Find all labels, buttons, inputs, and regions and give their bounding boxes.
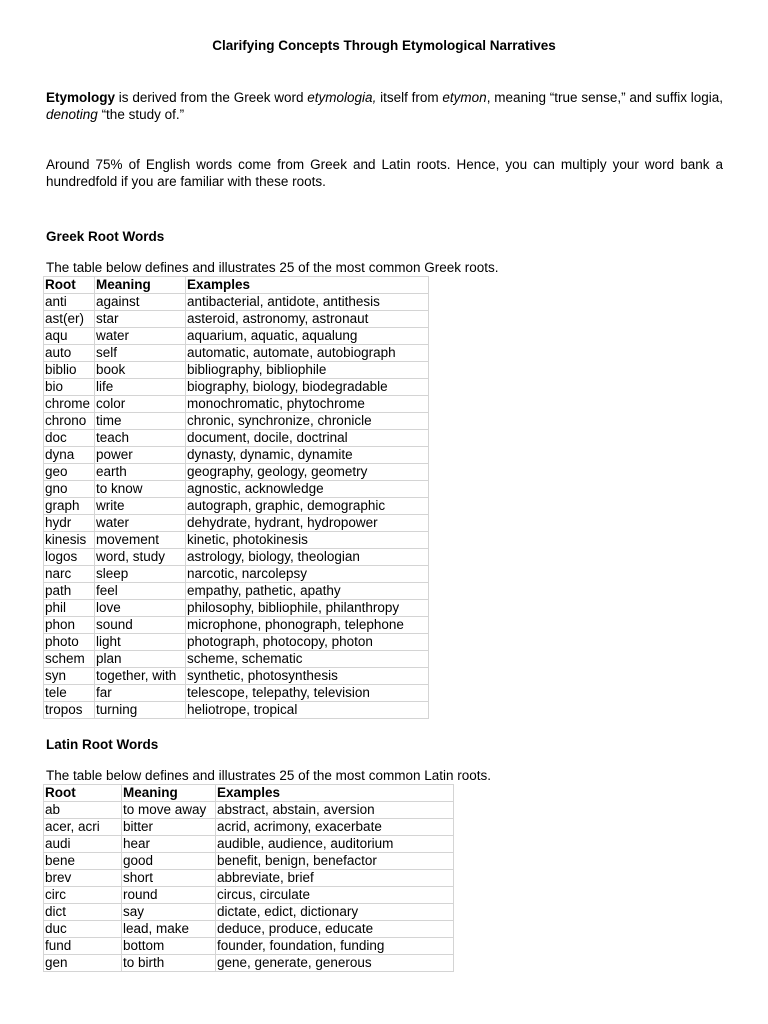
examples-cell: agnostic, acknowledge — [186, 481, 429, 498]
examples-cell: deduce, produce, educate — [216, 921, 454, 938]
root-cell: gen — [44, 955, 122, 972]
meaning-cell: earth — [95, 464, 186, 481]
examples-cell: autograph, graphic, demographic — [186, 498, 429, 515]
meaning-cell: write — [95, 498, 186, 515]
root-cell: syn — [44, 668, 95, 685]
examples-cell: dictate, edict, dictionary — [216, 904, 454, 921]
meaning-cell: color — [95, 396, 186, 413]
root-cell: bene — [44, 853, 122, 870]
roots-statistic-paragraph: Around 75% of English words come from Greek and Latin roots. Hence, you can multiply your word bank a hundredfold if you are familiar with these roots. — [46, 157, 723, 189]
table-row — [44, 617, 429, 634]
meaning-cell: self — [95, 345, 186, 362]
meaning-cell: to birth — [122, 955, 216, 972]
examples-cell: benefit, benign, benefactor — [216, 853, 454, 870]
root-cell: geo — [44, 464, 95, 481]
meaning-cell: time — [95, 413, 186, 430]
table-row — [44, 532, 429, 549]
root-cell: gno — [44, 481, 95, 498]
examples-cell: aquarium, aquatic, aqualung — [186, 328, 429, 345]
meaning-cell: love — [95, 600, 186, 617]
root-cell: narc — [44, 566, 95, 583]
table-row — [44, 362, 429, 379]
examples-cell: founder, foundation, funding — [216, 938, 454, 955]
root-cell: ast(er) — [44, 311, 95, 328]
root-cell: dyna — [44, 447, 95, 464]
table-row — [44, 887, 454, 904]
root-cell: biblio — [44, 362, 95, 379]
root-cell: phil — [44, 600, 95, 617]
root-cell: doc — [44, 430, 95, 447]
examples-cell: empathy, pathetic, apathy — [186, 583, 429, 600]
examples-cell: abbreviate, brief — [216, 870, 454, 887]
table-row — [44, 481, 429, 498]
root-cell: graph — [44, 498, 95, 515]
column-header-meaning: Meaning — [122, 785, 216, 802]
meaning-cell: lead, make — [122, 921, 216, 938]
table-row — [44, 634, 429, 651]
table-row — [44, 549, 429, 566]
root-cell: kinesis — [44, 532, 95, 549]
table-row — [44, 668, 429, 685]
examples-cell: audible, audience, auditorium — [216, 836, 454, 853]
examples-cell: acrid, acrimony, exacerbate — [216, 819, 454, 836]
meaning-cell: word, study — [95, 549, 186, 566]
term-etymology: Etymology — [46, 90, 116, 105]
table-row — [44, 651, 429, 668]
meaning-cell: bottom — [122, 938, 216, 955]
root-cell: chrono — [44, 413, 95, 430]
root-cell: dict — [44, 904, 122, 921]
table-row — [44, 836, 454, 853]
root-cell: audi — [44, 836, 122, 853]
examples-cell: dynasty, dynamic, dynamite — [186, 447, 429, 464]
examples-cell: circus, circulate — [216, 887, 454, 904]
root-cell: brev — [44, 870, 122, 887]
table-row — [44, 702, 429, 719]
table-row — [44, 379, 429, 396]
examples-cell: gene, generate, generous — [216, 955, 454, 972]
meaning-cell: far — [95, 685, 186, 702]
document-title: Clarifying Concepts Through Etymological Narratives — [212, 38, 556, 53]
table-row — [44, 583, 429, 600]
examples-cell: document, docile, doctrinal — [186, 430, 429, 447]
root-cell: fund — [44, 938, 122, 955]
root-cell: logos — [44, 549, 95, 566]
meaning-cell: hear — [122, 836, 216, 853]
root-cell: path — [44, 583, 95, 600]
table-header-row — [44, 277, 429, 294]
table-row — [44, 685, 429, 702]
meaning-cell: feel — [95, 583, 186, 600]
meaning-cell: water — [95, 328, 186, 345]
meaning-cell: movement — [95, 532, 186, 549]
examples-cell: narcotic, narcolepsy — [186, 566, 429, 583]
root-cell: bio — [44, 379, 95, 396]
examples-cell: asteroid, astronomy, astronaut — [186, 311, 429, 328]
table-row — [44, 600, 429, 617]
column-header-root: Root — [44, 277, 95, 294]
table-row — [44, 853, 454, 870]
examples-cell: monochromatic, phytochrome — [186, 396, 429, 413]
table-row — [44, 396, 429, 413]
meaning-cell: to move away — [122, 802, 216, 819]
root-cell: circ — [44, 887, 122, 904]
examples-cell: photograph, photocopy, photon — [186, 634, 429, 651]
examples-cell: dehydrate, hydrant, hydropower — [186, 515, 429, 532]
meaning-cell: bitter — [122, 819, 216, 836]
latin-table-caption: The table below defines and illustrates 25 of the most common Latin roots. — [46, 768, 491, 783]
examples-cell: microphone, phonograph, telephone — [186, 617, 429, 634]
table-row — [44, 904, 454, 921]
table-row — [44, 819, 454, 836]
table-row — [44, 430, 429, 447]
root-cell: schem — [44, 651, 95, 668]
table-header-row — [44, 785, 454, 802]
meaning-cell: light — [95, 634, 186, 651]
examples-cell: chronic, synchronize, chronicle — [186, 413, 429, 430]
meaning-cell: sound — [95, 617, 186, 634]
table-row — [44, 802, 454, 819]
latin-roots-table — [43, 784, 454, 972]
examples-cell: heliotrope, tropical — [186, 702, 429, 719]
meaning-cell: plan — [95, 651, 186, 668]
root-cell: anti — [44, 294, 95, 311]
meaning-cell: against — [95, 294, 186, 311]
root-cell: photo — [44, 634, 95, 651]
examples-cell: biography, biology, biodegradable — [186, 379, 429, 396]
table-row — [44, 447, 429, 464]
meaning-cell: book — [95, 362, 186, 379]
root-cell: hydr — [44, 515, 95, 532]
meaning-cell: water — [95, 515, 186, 532]
latin-section-heading: Latin Root Words — [46, 737, 159, 752]
table-row — [44, 311, 429, 328]
examples-cell: kinetic, photokinesis — [186, 532, 429, 549]
table-row — [44, 955, 454, 972]
table-row — [44, 870, 454, 887]
column-header-examples: Examples — [186, 277, 429, 294]
meaning-cell: together, with — [95, 668, 186, 685]
greek-roots-table — [43, 276, 429, 719]
examples-cell: automatic, automate, autobiograph — [186, 345, 429, 362]
examples-cell: bibliography, bibliophile — [186, 362, 429, 379]
examples-cell: antibacterial, antidote, antithesis — [186, 294, 429, 311]
meaning-cell: life — [95, 379, 186, 396]
examples-cell: philosophy, bibliophile, philanthropy — [186, 600, 429, 617]
etymology-definition: Etymology is derived from the Greek word etymologia, itself from etymon, meaning “true sense,” and suffix logia, denoting “the study of.” — [46, 90, 723, 122]
meaning-cell: say — [122, 904, 216, 921]
examples-cell: synthetic, photosynthesis — [186, 668, 429, 685]
meaning-cell: short — [122, 870, 216, 887]
root-cell: duc — [44, 921, 122, 938]
root-cell: aqu — [44, 328, 95, 345]
root-cell: chrome — [44, 396, 95, 413]
examples-cell: geography, geology, geometry — [186, 464, 429, 481]
meaning-cell: good — [122, 853, 216, 870]
meaning-cell: star — [95, 311, 186, 328]
column-header-examples: Examples — [216, 785, 454, 802]
examples-cell: scheme, schematic — [186, 651, 429, 668]
table-row — [44, 515, 429, 532]
table-row — [44, 413, 429, 430]
column-header-meaning: Meaning — [95, 277, 186, 294]
root-cell: tele — [44, 685, 95, 702]
greek-section-heading: Greek Root Words — [46, 229, 165, 244]
meaning-cell: turning — [95, 702, 186, 719]
table-row — [44, 464, 429, 481]
table-row — [44, 566, 429, 583]
root-cell: auto — [44, 345, 95, 362]
examples-cell: astrology, biology, theologian — [186, 549, 429, 566]
greek-table-caption: The table below defines and illustrates 25 of the most common Greek roots. — [46, 260, 499, 275]
meaning-cell: sleep — [95, 566, 186, 583]
column-header-root: Root — [44, 785, 122, 802]
root-cell: ab — [44, 802, 122, 819]
meaning-cell: round — [122, 887, 216, 904]
examples-cell: abstract, abstain, aversion — [216, 802, 454, 819]
root-cell: tropos — [44, 702, 95, 719]
table-row — [44, 498, 429, 515]
table-row — [44, 294, 429, 311]
table-row — [44, 938, 454, 955]
meaning-cell: to know — [95, 481, 186, 498]
table-row — [44, 345, 429, 362]
examples-cell: telescope, telepathy, television — [186, 685, 429, 702]
meaning-cell: power — [95, 447, 186, 464]
root-cell: acer, acri — [44, 819, 122, 836]
root-cell: phon — [44, 617, 95, 634]
table-row — [44, 921, 454, 938]
meaning-cell: teach — [95, 430, 186, 447]
table-row — [44, 328, 429, 345]
